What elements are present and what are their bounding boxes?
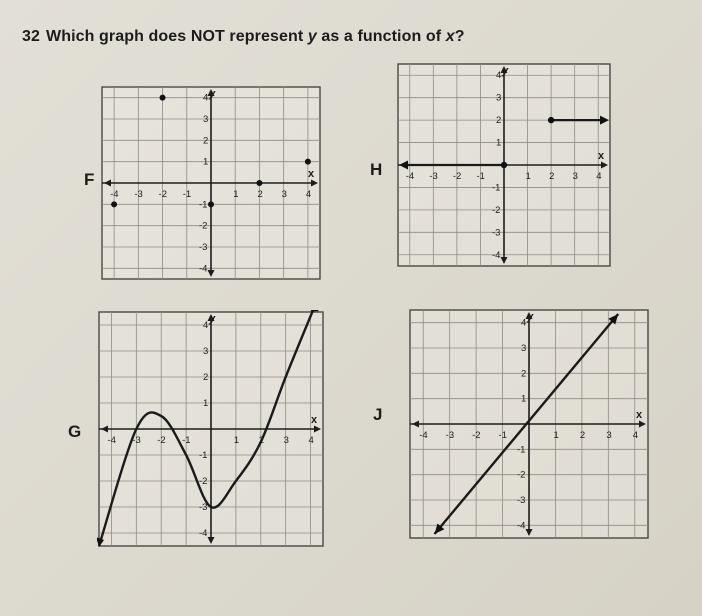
y-tick-label: -4 — [517, 520, 526, 532]
x-tick-label: 4 — [632, 430, 639, 441]
y-tick-label: -1 — [492, 182, 501, 194]
y-tick-label: -1 — [517, 444, 526, 456]
x-tick-label: 1 — [233, 435, 240, 446]
curve-arrow-icon — [311, 310, 319, 311]
x-tick-label: -1 — [182, 435, 191, 446]
y-tick-label: 1 — [203, 156, 209, 168]
x-tick-label: -1 — [498, 430, 508, 441]
y-tick-label: -2 — [199, 476, 208, 487]
y-tick-label: 3 — [521, 343, 527, 354]
y-tick-label: -1 — [199, 450, 208, 461]
graph-h[interactable] — [396, 62, 612, 268]
y-tick-label: 1 — [496, 137, 502, 149]
y-tick-label: -3 — [492, 227, 501, 239]
x-tick-label: 2 — [579, 430, 586, 441]
x-tick-label: 2 — [257, 189, 263, 200]
x-tick-label: -4 — [419, 430, 428, 441]
x-tick-label: -3 — [134, 189, 143, 200]
question-var-x: x — [445, 28, 455, 45]
y-tick-label: -4 — [199, 263, 208, 275]
graph-f[interactable] — [100, 85, 322, 281]
y-tick-label: 4 — [521, 317, 527, 329]
x-tick-label: -1 — [182, 189, 192, 200]
x-tick-label: -2 — [157, 435, 166, 446]
x-tick-label: 4 — [305, 189, 312, 200]
y-tick-label: -4 — [199, 528, 208, 539]
question-part: ? — [454, 28, 465, 45]
x-tick-label: -3 — [445, 430, 455, 441]
y-tick-label: 3 — [496, 92, 502, 104]
y-axis-label: y — [527, 311, 534, 323]
x-tick-label: -4 — [110, 189, 119, 200]
x-tick-label: 3 — [281, 189, 287, 200]
x-axis-label: x — [311, 414, 318, 426]
y-tick-label: -3 — [199, 502, 208, 513]
x-axis-label: x — [598, 150, 605, 162]
graph-g[interactable] — [97, 310, 325, 548]
y-tick-label: 4 — [203, 320, 209, 331]
x-tick-label: 1 — [525, 171, 531, 182]
y-tick-label: -4 — [492, 249, 501, 261]
question-number: 32 — [22, 28, 40, 45]
y-tick-label: -1 — [199, 199, 208, 211]
x-tick-label: 2 — [549, 171, 555, 182]
y-tick-label: 3 — [203, 346, 209, 357]
x-tick-label: 4 — [308, 435, 314, 446]
x-tick-label: 1 — [553, 430, 559, 441]
y-axis-label: y — [209, 88, 216, 100]
graph-letter-g[interactable]: G — [68, 422, 82, 441]
question-var-y: y — [307, 28, 317, 45]
x-tick-label: -2 — [158, 189, 168, 200]
question-part: Which graph does NOT represent — [46, 28, 308, 45]
y-tick-label: 4 — [203, 92, 209, 104]
data-point — [208, 201, 214, 207]
question-text — [22, 28, 465, 46]
y-tick-label: -2 — [517, 469, 526, 481]
x-axis-label: x — [308, 168, 315, 180]
y-tick-label: 3 — [203, 114, 209, 125]
y-tick-label: -3 — [517, 495, 526, 506]
data-point — [160, 95, 166, 101]
graph-j[interactable] — [408, 308, 650, 540]
y-tick-label: 2 — [203, 135, 209, 147]
x-tick-label: 3 — [283, 435, 289, 446]
y-tick-label: 2 — [203, 372, 209, 383]
x-tick-label: 3 — [572, 171, 578, 182]
ray-endpoint — [548, 117, 554, 123]
x-tick-label: -3 — [429, 171, 438, 182]
x-tick-label: -2 — [452, 171, 462, 182]
y-axis-label: y — [209, 313, 216, 325]
data-point — [111, 201, 117, 207]
x-tick-label: -4 — [107, 435, 116, 446]
data-point — [256, 180, 262, 186]
x-tick-label: 3 — [606, 430, 612, 441]
y-tick-label: 1 — [521, 393, 527, 405]
question-part: as a function of — [316, 28, 446, 45]
y-axis-label: y — [502, 65, 509, 77]
ray-endpoint — [501, 162, 507, 168]
y-tick-label: 4 — [496, 70, 502, 82]
y-tick-label: 2 — [521, 368, 527, 380]
y-tick-label: -3 — [199, 242, 208, 253]
y-tick-label: -2 — [199, 220, 208, 232]
x-axis-label: x — [636, 409, 643, 421]
x-tick-label: -4 — [405, 171, 415, 182]
graph-letter-f[interactable]: F — [84, 170, 95, 189]
graph-letter-h[interactable]: H — [370, 160, 383, 179]
x-tick-label: -2 — [472, 430, 481, 441]
x-tick-label: 1 — [233, 189, 239, 200]
y-tick-label: -2 — [492, 204, 501, 216]
x-tick-label: -1 — [476, 171, 485, 182]
x-tick-label: -3 — [132, 435, 141, 446]
x-tick-label: 2 — [258, 435, 265, 446]
graph-letter-j[interactable]: J — [373, 405, 383, 424]
y-tick-label: 2 — [496, 115, 502, 127]
data-point — [305, 159, 311, 165]
x-tick-label: 4 — [596, 171, 602, 182]
y-tick-label: 1 — [203, 398, 209, 409]
